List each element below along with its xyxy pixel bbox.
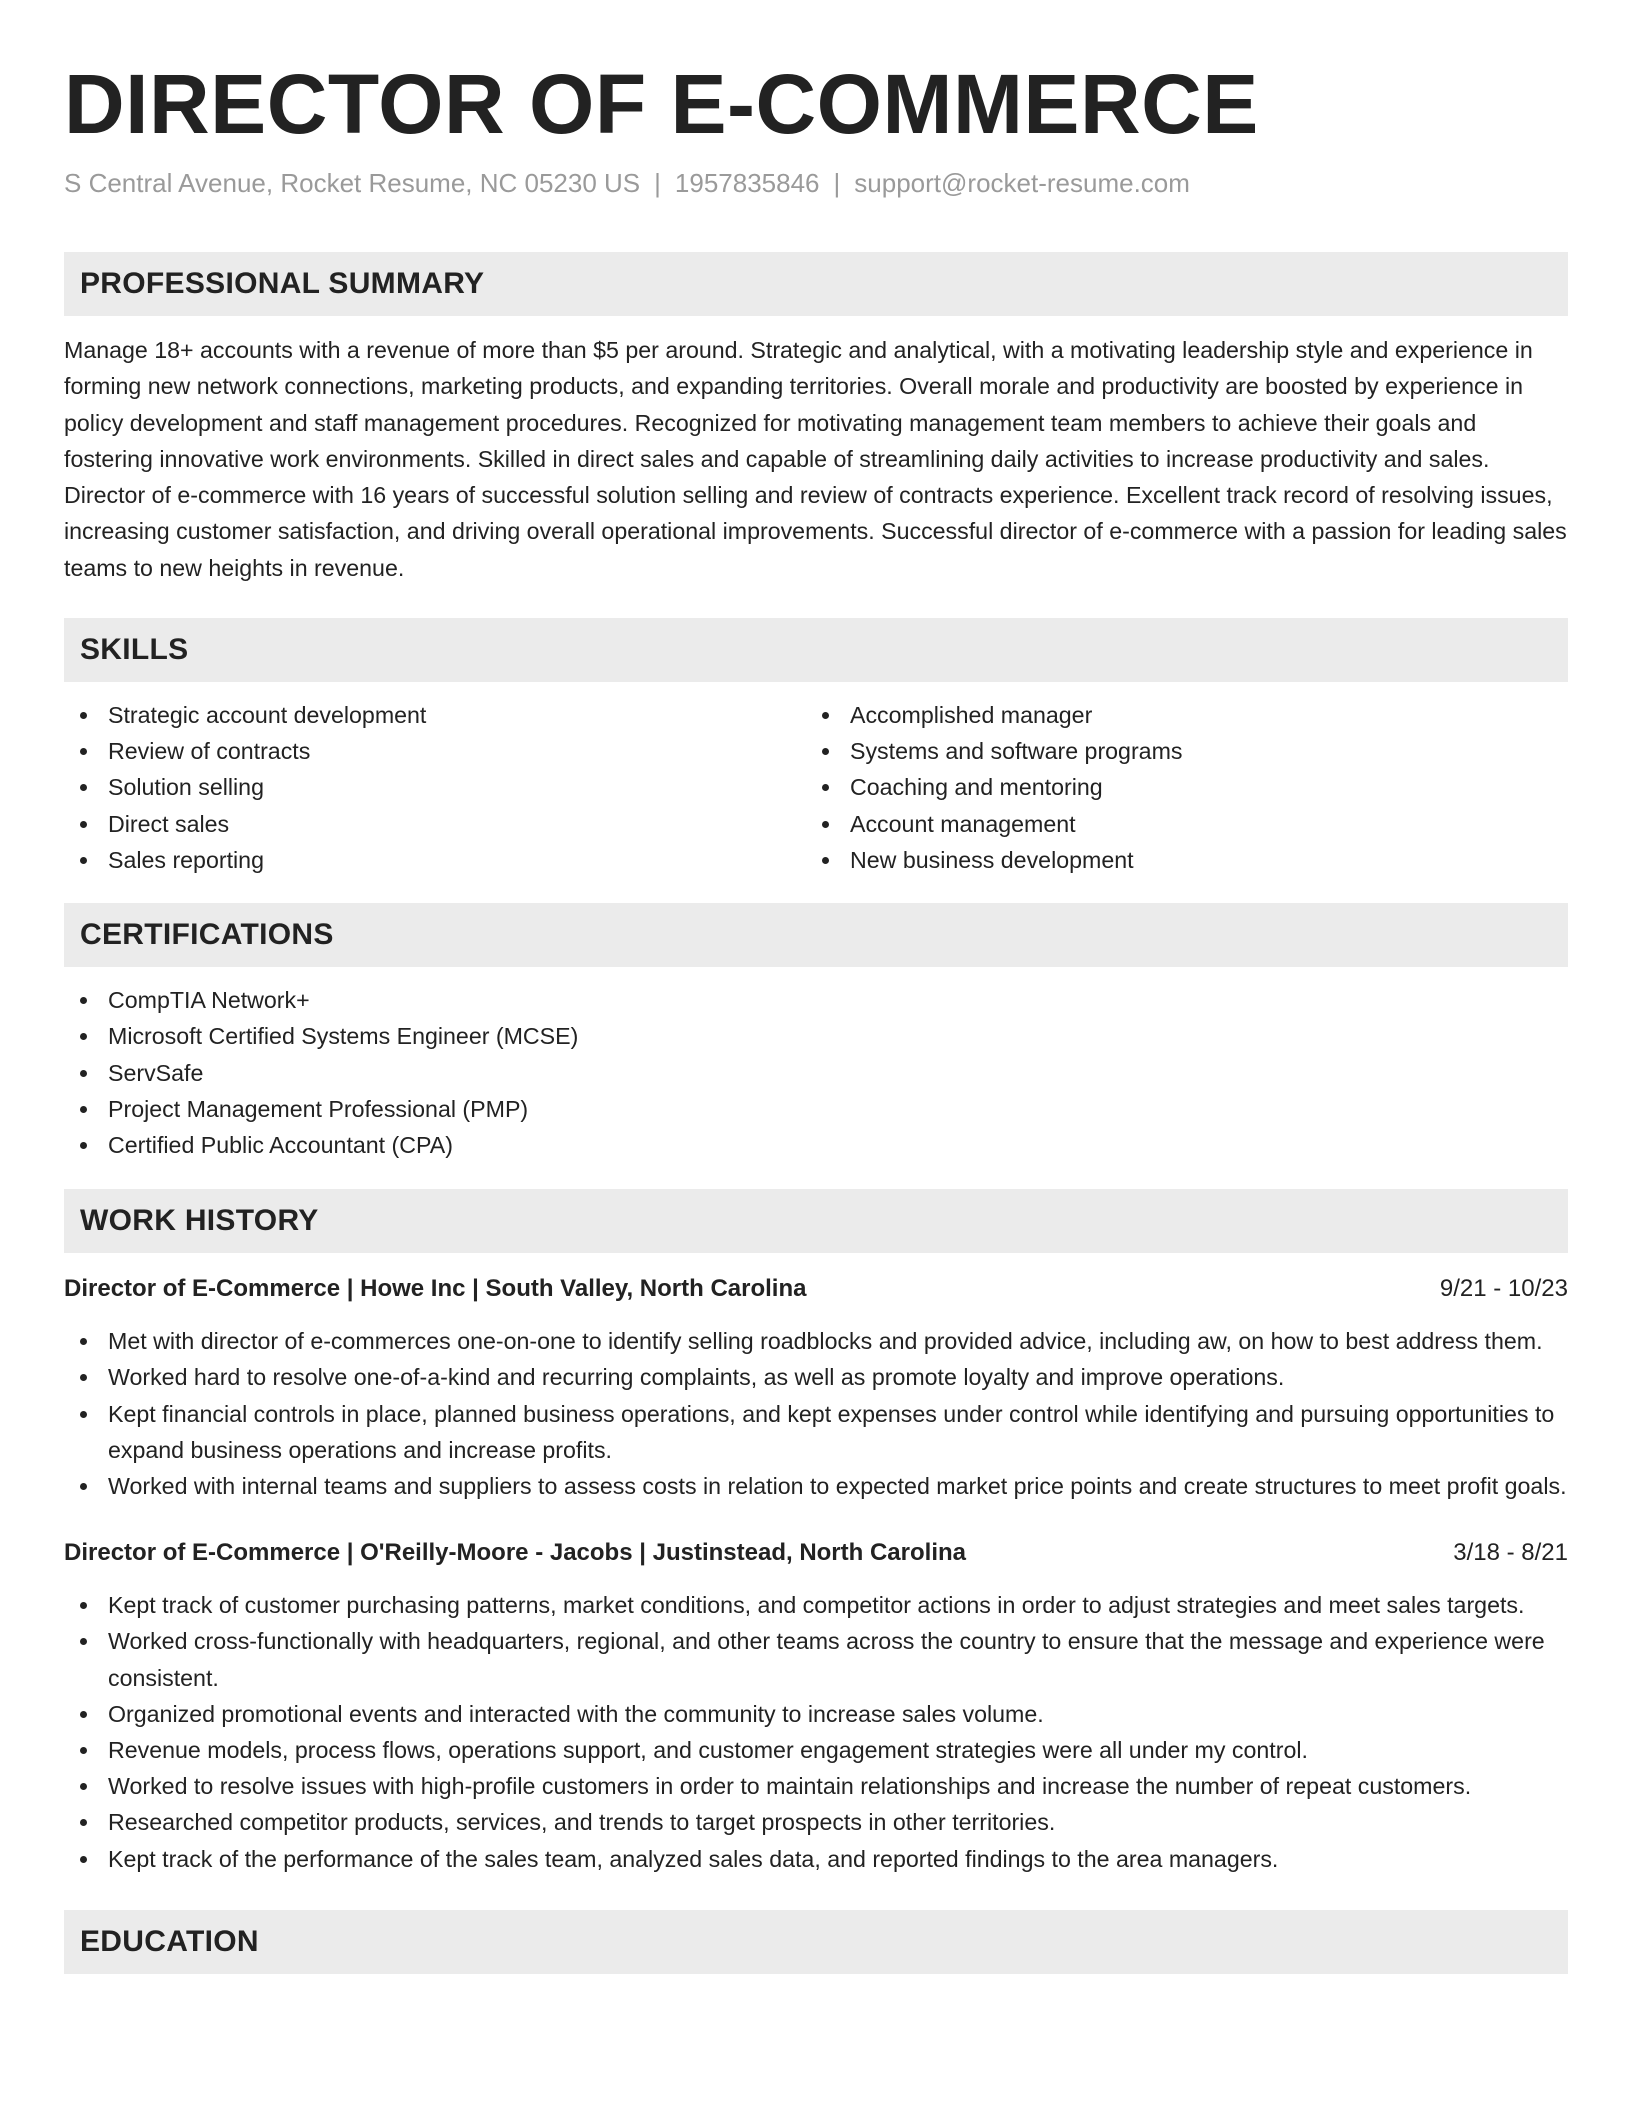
contact-separator: |: [833, 168, 841, 198]
contact-line: [64, 166, 1568, 200]
contact-separator: |: [654, 168, 661, 198]
job-entry: [64, 1271, 1568, 1504]
job-bullets: [64, 1323, 1568, 1504]
certifications-list: [64, 982, 1568, 1163]
certifications-section-header: [64, 903, 1568, 967]
job-bullet: Kept track of the performance of the sales team, analyzed sales data, and reported findings to the area managers.: [64, 1841, 1568, 1877]
skill-item: Accomplished manager: [806, 697, 1548, 733]
job-bullet: Kept financial controls in place, planned business operations, and kept expenses under control while identifying and pursuing opportunities to expand business operations and increase profits.: [64, 1396, 1568, 1468]
job-bullet: Worked hard to resolve one-of-a-kind and recurring complaints, as well as promote loyalty and improve operations.: [64, 1359, 1568, 1395]
skill-item: Coaching and mentoring: [806, 769, 1548, 805]
resume-page: [64, 0, 1568, 1974]
certification-item: Certified Public Accountant (CPA): [64, 1127, 1568, 1163]
certification-item: ServSafe: [64, 1055, 1568, 1091]
contact-email: support@rocket-resume.com: [854, 168, 1190, 198]
work-history-heading: WORK HISTORY: [80, 1204, 319, 1238]
job-bullet: Met with director of e-commerces one-on-one to identify selling roadblocks and provided advice, including aw, on how to best address them.: [64, 1323, 1568, 1359]
resume-title: DIRECTOR OF E-COMMERCE: [64, 57, 1259, 151]
skills-list-right: [806, 697, 1548, 878]
skills-heading: SKILLS: [80, 633, 189, 667]
skill-item: Strategic account development: [64, 697, 806, 733]
job-header: [64, 1535, 1568, 1571]
education-section-header: [64, 1910, 1568, 1974]
skill-item: Systems and software programs: [806, 733, 1548, 769]
certification-item: Project Management Professional (PMP): [64, 1091, 1568, 1127]
job-bullet: Kept track of customer purchasing patterns, market conditions, and competitor actions in order to adjust strategies and meet sales targets.: [64, 1587, 1568, 1623]
skills-list-left: [64, 697, 806, 878]
work-history-section-header: [64, 1189, 1568, 1253]
skills-columns: [64, 697, 1568, 878]
skill-item: New business development: [806, 842, 1548, 878]
certifications-heading: CERTIFICATIONS: [80, 918, 334, 952]
skill-item: Solution selling: [64, 769, 806, 805]
skill-item: Review of contracts: [64, 733, 806, 769]
job-dates: 3/18 - 8/21: [1453, 1539, 1568, 1567]
job-dates: 9/21 - 10/23: [1439, 1275, 1568, 1303]
summary-heading: PROFESSIONAL SUMMARY: [80, 267, 485, 300]
job-bullet: Revenue models, process flows, operations support, and customer engagement strategies were all under my control.: [64, 1732, 1568, 1768]
contact-phone: 1957835846: [674, 168, 820, 198]
contact-address: S Central Avenue, Rocket Resume, NC 05230 US: [64, 168, 641, 198]
job-title: Director of E-Commerce | O'Reilly-Moore - Jacobs | Justinstead, North Carolina: [64, 1539, 966, 1567]
job-bullet: Worked to resolve issues with high-profile customers in order to maintain relationships and increase the number of repeat customers.: [64, 1768, 1568, 1804]
job-bullet: Researched competitor products, services, and trends to target prospects in other territories.: [64, 1804, 1568, 1840]
summary-section-header: [64, 252, 1568, 316]
skill-item: Direct sales: [64, 806, 806, 842]
education-heading: EDUCATION: [80, 1924, 259, 1958]
skill-item: Account management: [806, 806, 1548, 842]
job-bullet: Organized promotional events and interacted with the community to increase sales volume.: [64, 1696, 1568, 1732]
certification-item: CompTIA Network+: [64, 982, 1568, 1018]
certification-item: Microsoft Certified Systems Engineer (MCSE): [64, 1018, 1568, 1054]
job-bullet: Worked with internal teams and suppliers to assess costs in relation to expected market price points and create structures to meet profit goals.: [64, 1468, 1568, 1504]
summary-text: Manage 18+ accounts with a revenue of more than $5 per around. Strategic and analytical, with a motivating leadership style and experience in forming new network connections, marketing products, and expanding territories. Overall morale and productivity are boosted by experience in policy development and staff management procedures. Recognized for motivating management team members to achieve their goals and fostering innovative work environments. Skilled in direct sales and capable of streamlining daily activities to increase productivity and sales. Director of e-commerce with 16 years of successful solution selling and review of contracts experience. Excellent track record of resolving issues, increasing customer satisfaction, and driving overall operational improvements. Successful director of e-commerce with a passion for leading sales teams to new heights in revenue.: [64, 337, 1567, 581]
job-entry: [64, 1535, 1568, 1877]
job-bullets: [64, 1587, 1568, 1877]
job-title: Director of E-Commerce | Howe Inc | South Valley, North Carolina: [64, 1275, 807, 1303]
skill-item: Sales reporting: [64, 842, 806, 878]
job-bullet: Worked cross-functionally with headquarters, regional, and other teams across the country to ensure that the message and experience were consistent.: [64, 1623, 1568, 1695]
job-header: [64, 1271, 1568, 1307]
skills-section-header: [64, 618, 1568, 682]
